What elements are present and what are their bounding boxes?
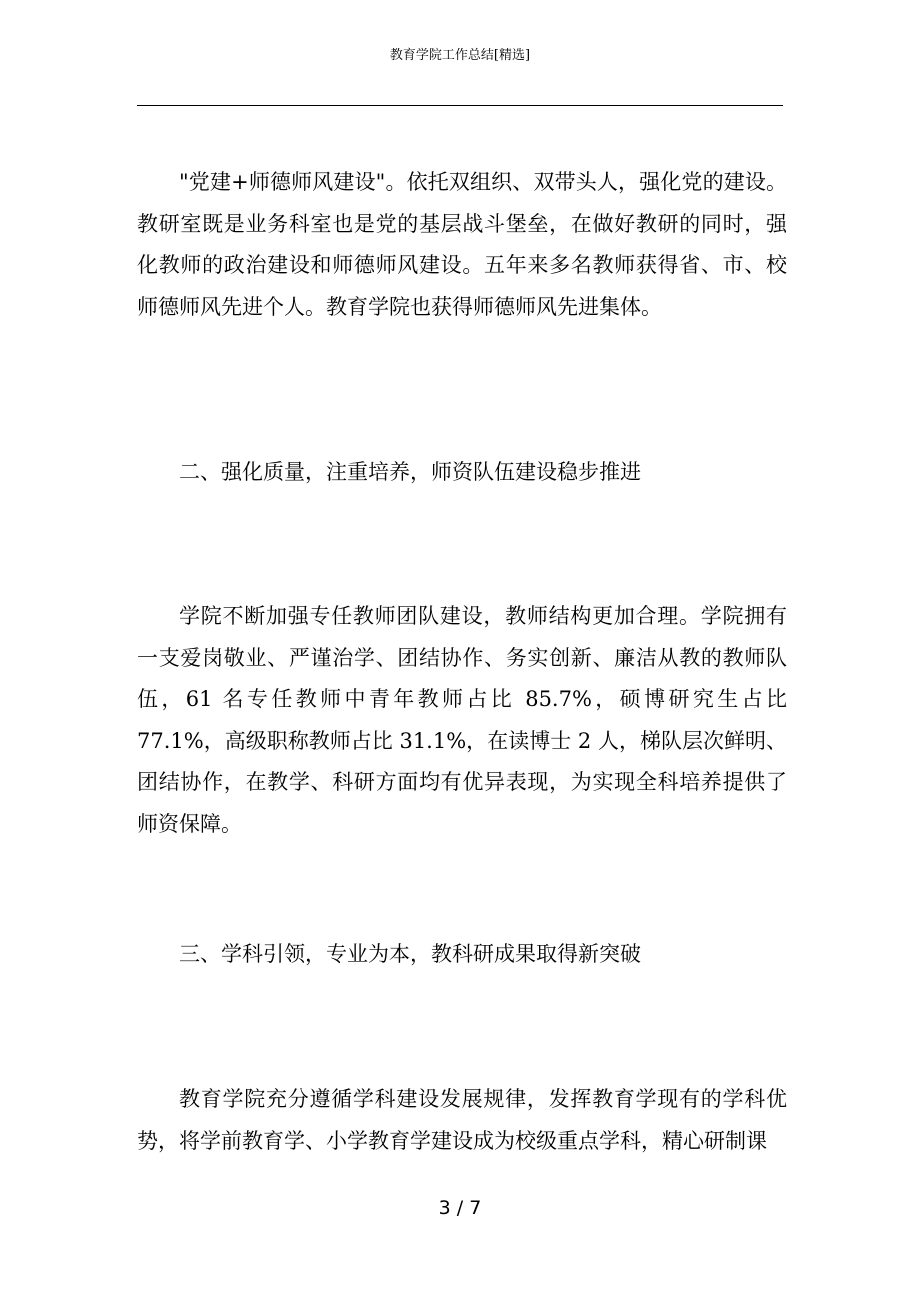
page-header-title: 教育学院工作总结[精选] — [389, 48, 531, 63]
section-heading-2: 二、强化质量，注重培养，师资队伍建设稳步推进 — [179, 460, 641, 484]
section-heading-3: 三、学科引领，专业为本，教科研成果取得新突破 — [179, 942, 641, 966]
paragraph-party-building: "党建+师德师风建设"。依托双组织、双带头人，强化党的建设。教研室既是业务科室也是党的基层战斗堡垒，在做好教研的同时，强化教师的政治建设和师德师风建设。五年来多名教师获得省、市、校师德师风先进个人。教育学院也获得师德师风先进集体。 — [137, 170, 787, 319]
header-divider — [137, 105, 783, 106]
paragraph-discipline: 教育学院充分遵循学科建设发展规律，发挥教育学现有的学科优势，将学前教育学、小学教育学建设成为校级重点学科，精心研制课 — [137, 1087, 787, 1153]
page-number: 3 / 7 — [438, 1197, 482, 1219]
paragraph-faculty: 学院不断加强专任教师团队建设，教师结构更加合理。学院拥有一支爱岗敬业、严谨治学、团结协作、务实创新、廉洁从教的教师队伍，61 名专任教师中青年教师占比 85.7%，硕博研究生占比 77.1%，高级职称教师占比 31.1%，在读博士 2 人，梯队层次鲜明、团结协作，在教学、科研方面均有优异表现，为实现全科培养提供了师资保障。 — [137, 604, 787, 836]
